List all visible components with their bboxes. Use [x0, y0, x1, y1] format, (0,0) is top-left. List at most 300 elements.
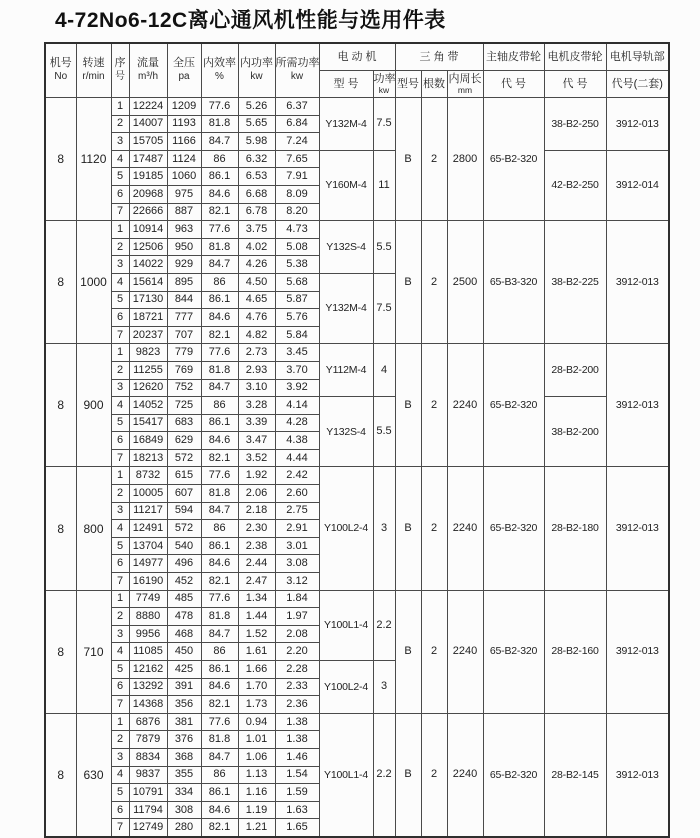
col-header-motor-pulley-code: 代 号 [544, 71, 606, 98]
cell-efficiency: 86 [201, 150, 238, 168]
cell-inner-power: 4.50 [238, 273, 275, 291]
cell-efficiency: 82.1 [201, 203, 238, 221]
cell-flow: 12224 [129, 98, 167, 116]
cell-efficiency: 86.1 [201, 784, 238, 802]
cell-efficiency: 86 [201, 766, 238, 784]
cell-seq: 1 [111, 590, 129, 608]
cell-required-power: 3.01 [275, 537, 319, 555]
cell-motor-pulley-code: 38-B2-225 [544, 221, 606, 344]
cell-speed: 1120 [76, 98, 111, 221]
cell-belt-model: B [395, 467, 421, 590]
cell-seq: 5 [111, 414, 129, 432]
cell-motor-pulley-code: 28-B2-145 [544, 713, 606, 837]
cell-required-power: 5.08 [275, 238, 319, 256]
cell-belt-strands: 2 [421, 221, 447, 344]
cell-pressure: 496 [167, 555, 201, 573]
cell-required-power: 1.46 [275, 748, 319, 766]
cell-inner-power: 1.06 [238, 748, 275, 766]
cell-flow: 11255 [129, 361, 167, 379]
cell-flow: 9956 [129, 625, 167, 643]
cell-efficiency: 84.6 [201, 185, 238, 203]
cell-flow: 12162 [129, 661, 167, 679]
cell-belt-strands: 2 [421, 467, 447, 590]
cell-efficiency: 84.6 [201, 309, 238, 327]
cell-inner-power: 1.61 [238, 643, 275, 661]
cell-inner-power: 4.82 [238, 326, 275, 344]
col-header-required-power [275, 43, 319, 98]
cell-required-power: 1.63 [275, 801, 319, 819]
cell-required-power: 1.38 [275, 713, 319, 731]
cell-required-power: 2.08 [275, 625, 319, 643]
machine-no-unit: No [54, 71, 68, 83]
cell-machine-no: 8 [45, 221, 76, 344]
cell-efficiency: 84.7 [201, 502, 238, 520]
cell-pressure: 1209 [167, 98, 201, 116]
cell-inner-power: 3.75 [238, 221, 275, 239]
cell-required-power: 5.76 [275, 309, 319, 327]
col-group-motor: 电 动 机 [319, 43, 395, 71]
cell-required-power: 2.20 [275, 643, 319, 661]
cell-inner-power: 2.06 [238, 485, 275, 503]
cell-flow: 8732 [129, 467, 167, 485]
cell-motor-power: 4 [373, 344, 395, 397]
cell-pressure: 355 [167, 766, 201, 784]
table-body [45, 98, 669, 837]
cell-seq: 2 [111, 115, 129, 133]
cell-belt-strands: 2 [421, 98, 447, 221]
cell-pressure: 280 [167, 819, 201, 837]
cell-motor-rail-code: 3912-013 [606, 98, 669, 151]
cell-inner-power: 1.52 [238, 625, 275, 643]
cell-seq: 6 [111, 555, 129, 573]
pressure-unit: pa [178, 71, 190, 83]
cell-efficiency: 84.7 [201, 625, 238, 643]
belt-length-unit: mm [457, 84, 473, 95]
cell-inner-power: 3.39 [238, 414, 275, 432]
cell-efficiency: 84.7 [201, 379, 238, 397]
cell-seq: 2 [111, 731, 129, 749]
cell-motor-pulley-code: 38-B2-250 [544, 98, 606, 151]
cell-flow: 14007 [129, 115, 167, 133]
cell-pressure: 540 [167, 537, 201, 555]
required-power-label: 所需功率 [275, 57, 320, 70]
cell-required-power: 3.45 [275, 344, 319, 362]
cell-efficiency: 82.1 [201, 449, 238, 467]
cell-seq: 7 [111, 696, 129, 714]
cell-required-power: 2.36 [275, 696, 319, 714]
cell-motor-model: Y100L1-4 [319, 713, 373, 837]
cell-machine-no: 8 [45, 713, 76, 837]
cell-flow: 10005 [129, 485, 167, 503]
cell-pressure: 478 [167, 608, 201, 626]
cell-speed: 900 [76, 344, 111, 467]
cell-flow: 15614 [129, 273, 167, 291]
cell-seq: 5 [111, 537, 129, 555]
col-header-pressure [167, 43, 201, 98]
cell-pressure: 572 [167, 449, 201, 467]
cell-pressure: 376 [167, 731, 201, 749]
cell-seq: 3 [111, 502, 129, 520]
cell-flow: 11217 [129, 502, 167, 520]
cell-speed: 800 [76, 467, 111, 590]
cell-flow: 18721 [129, 309, 167, 327]
cell-inner-power: 2.44 [238, 555, 275, 573]
cell-required-power: 4.14 [275, 397, 319, 415]
cell-flow: 12620 [129, 379, 167, 397]
table-row-block5-row1 [45, 590, 669, 608]
cell-motor-model: Y132S-4 [319, 221, 373, 274]
cell-flow: 10914 [129, 221, 167, 239]
cell-required-power: 1.97 [275, 608, 319, 626]
cell-inner-power: 1.73 [238, 696, 275, 714]
cell-motor-power: 2.2 [373, 713, 395, 837]
pressure-label: 全压 [173, 57, 195, 70]
cell-motor-rail-code: 3912-013 [606, 590, 669, 713]
cell-pressure: 368 [167, 748, 201, 766]
cell-seq: 5 [111, 291, 129, 309]
cell-speed: 710 [76, 590, 111, 713]
cell-motor-rail-code: 3912-013 [606, 713, 669, 837]
cell-seq: 4 [111, 150, 129, 168]
cell-required-power: 5.38 [275, 256, 319, 274]
cell-flow: 9823 [129, 344, 167, 362]
cell-flow: 11794 [129, 801, 167, 819]
cell-machine-no: 8 [45, 344, 76, 467]
cell-inner-power: 3.47 [238, 432, 275, 450]
cell-speed: 1000 [76, 221, 111, 344]
cell-flow: 8834 [129, 748, 167, 766]
cell-motor-power: 5.5 [373, 221, 395, 274]
cell-seq: 1 [111, 713, 129, 731]
cell-motor-pulley-code: 28-B2-200 [544, 344, 606, 397]
cell-flow: 19185 [129, 168, 167, 186]
cell-pressure: 1124 [167, 150, 201, 168]
cell-flow: 12749 [129, 819, 167, 837]
seq-label-2: 号 [115, 71, 125, 83]
cell-required-power: 1.84 [275, 590, 319, 608]
cell-flow: 7879 [129, 731, 167, 749]
cell-seq: 7 [111, 449, 129, 467]
cell-belt-model: B [395, 713, 421, 837]
cell-pressure: 356 [167, 696, 201, 714]
cell-belt-length: 2240 [447, 344, 483, 467]
cell-required-power: 2.60 [275, 485, 319, 503]
col-header-belt-length [447, 71, 483, 98]
cell-motor-model: Y160M-4 [319, 150, 373, 220]
cell-motor-pulley-code: 28-B2-160 [544, 590, 606, 713]
cell-inner-power: 6.32 [238, 150, 275, 168]
cell-efficiency: 81.8 [201, 485, 238, 503]
cell-flow: 9837 [129, 766, 167, 784]
cell-spindle-pulley-code: 65-B2-320 [483, 344, 544, 467]
cell-flow: 12506 [129, 238, 167, 256]
cell-inner-power: 1.13 [238, 766, 275, 784]
cell-efficiency: 82.1 [201, 819, 238, 837]
cell-flow: 10791 [129, 784, 167, 802]
cell-flow: 13704 [129, 537, 167, 555]
cell-efficiency: 84.6 [201, 555, 238, 573]
cell-seq: 4 [111, 397, 129, 415]
cell-motor-power: 3 [373, 661, 395, 714]
table-row-block6-row1 [45, 713, 669, 731]
cell-pressure: 334 [167, 784, 201, 802]
cell-efficiency: 86 [201, 273, 238, 291]
motor-power-unit: kw [378, 84, 390, 95]
cell-pressure: 975 [167, 185, 201, 203]
cell-pressure: 468 [167, 625, 201, 643]
cell-flow: 20968 [129, 185, 167, 203]
cell-required-power: 5.87 [275, 291, 319, 309]
cell-seq: 3 [111, 748, 129, 766]
cell-seq: 2 [111, 361, 129, 379]
cell-pressure: 1193 [167, 115, 201, 133]
cell-inner-power: 5.26 [238, 98, 275, 116]
cell-efficiency: 84.6 [201, 801, 238, 819]
cell-machine-no: 8 [45, 590, 76, 713]
cell-efficiency: 86 [201, 643, 238, 661]
cell-seq: 7 [111, 573, 129, 591]
cell-efficiency: 86 [201, 520, 238, 538]
cell-inner-power: 1.44 [238, 608, 275, 626]
cell-flow: 17487 [129, 150, 167, 168]
cell-inner-power: 1.21 [238, 819, 275, 837]
cell-flow: 7749 [129, 590, 167, 608]
cell-spindle-pulley-code: 65-B2-320 [483, 590, 544, 713]
cell-motor-power: 11 [373, 150, 395, 220]
cell-efficiency: 86 [201, 397, 238, 415]
cell-motor-pulley-code: 42-B2-250 [544, 150, 606, 220]
cell-seq: 7 [111, 819, 129, 837]
col-header-efficiency [201, 43, 238, 98]
cell-inner-power: 6.53 [238, 168, 275, 186]
cell-pressure: 629 [167, 432, 201, 450]
cell-inner-power: 5.98 [238, 133, 275, 151]
cell-flow: 17130 [129, 291, 167, 309]
cell-inner-power: 2.93 [238, 361, 275, 379]
cell-flow: 8880 [129, 608, 167, 626]
cell-inner-power: 2.47 [238, 573, 275, 591]
cell-pressure: 607 [167, 485, 201, 503]
cell-inner-power: 2.38 [238, 537, 275, 555]
cell-required-power: 4.38 [275, 432, 319, 450]
cell-seq: 4 [111, 643, 129, 661]
cell-required-power: 2.28 [275, 661, 319, 679]
inner-power-unit: kw [250, 71, 263, 83]
cell-flow: 14368 [129, 696, 167, 714]
col-header-motor-model: 型 号 [319, 71, 373, 98]
cell-pressure: 425 [167, 661, 201, 679]
cell-seq: 6 [111, 185, 129, 203]
cell-required-power: 5.84 [275, 326, 319, 344]
cell-required-power: 3.12 [275, 573, 319, 591]
cell-seq: 3 [111, 133, 129, 151]
table-row-block4-row1 [45, 467, 669, 485]
table-row-block3-row1 [45, 344, 669, 362]
cell-inner-power: 3.28 [238, 397, 275, 415]
col-header-belt-model: 型号 [395, 71, 421, 98]
cell-flow: 14022 [129, 256, 167, 274]
cell-seq: 1 [111, 344, 129, 362]
cell-efficiency: 81.8 [201, 115, 238, 133]
cell-required-power: 3.08 [275, 555, 319, 573]
cell-efficiency: 77.6 [201, 713, 238, 731]
cell-seq: 2 [111, 608, 129, 626]
cell-flow: 13292 [129, 678, 167, 696]
cell-inner-power: 1.16 [238, 784, 275, 802]
cell-efficiency: 82.1 [201, 696, 238, 714]
cell-inner-power: 1.19 [238, 801, 275, 819]
cell-pressure: 950 [167, 238, 201, 256]
cell-seq: 5 [111, 784, 129, 802]
col-header-speed [76, 43, 111, 98]
cell-required-power: 3.70 [275, 361, 319, 379]
col-group-motor-rail: 电机导轨部 [606, 43, 669, 71]
cell-belt-length: 2240 [447, 590, 483, 713]
col-header-seq [111, 43, 129, 98]
cell-efficiency: 84.7 [201, 748, 238, 766]
cell-seq: 7 [111, 203, 129, 221]
cell-speed: 630 [76, 713, 111, 837]
cell-motor-power: 7.5 [373, 98, 395, 151]
cell-required-power: 8.09 [275, 185, 319, 203]
efficiency-unit: % [215, 71, 224, 83]
cell-motor-rail-code: 3912-013 [606, 344, 669, 467]
cell-efficiency: 86.1 [201, 661, 238, 679]
cell-motor-model: Y132M-4 [319, 98, 373, 151]
cell-motor-model: Y100L2-4 [319, 467, 373, 590]
cell-flow: 16849 [129, 432, 167, 450]
cell-pressure: 963 [167, 221, 201, 239]
cell-seq: 6 [111, 309, 129, 327]
cell-seq: 5 [111, 661, 129, 679]
cell-required-power: 4.73 [275, 221, 319, 239]
cell-pressure: 777 [167, 309, 201, 327]
cell-efficiency: 77.6 [201, 221, 238, 239]
cell-seq: 1 [111, 467, 129, 485]
cell-inner-power: 0.94 [238, 713, 275, 731]
cell-pressure: 391 [167, 678, 201, 696]
cell-efficiency: 86.1 [201, 537, 238, 555]
cell-required-power: 1.38 [275, 731, 319, 749]
table-row-block1-row4 [45, 150, 669, 168]
cell-efficiency: 82.1 [201, 326, 238, 344]
cell-motor-model: Y100L2-4 [319, 661, 373, 714]
cell-inner-power: 1.34 [238, 590, 275, 608]
cell-efficiency: 86.1 [201, 168, 238, 186]
cell-efficiency: 84.6 [201, 432, 238, 450]
cell-pressure: 779 [167, 344, 201, 362]
cell-seq: 3 [111, 256, 129, 274]
cell-flow: 11085 [129, 643, 167, 661]
cell-inner-power: 2.73 [238, 344, 275, 362]
cell-inner-power: 4.65 [238, 291, 275, 309]
cell-flow: 20237 [129, 326, 167, 344]
cell-pressure: 308 [167, 801, 201, 819]
col-group-belt: 三 角 带 [395, 43, 483, 71]
col-header-motor-rail-code: 代号(二套) [606, 71, 669, 98]
cell-spindle-pulley-code: 65-B3-320 [483, 221, 544, 344]
machine-no-label: 机号 [49, 57, 72, 70]
cell-efficiency: 81.8 [201, 361, 238, 379]
cell-pressure: 683 [167, 414, 201, 432]
cell-required-power: 7.65 [275, 150, 319, 168]
cell-efficiency: 86.1 [201, 291, 238, 309]
cell-seq: 7 [111, 326, 129, 344]
cell-spindle-pulley-code: 65-B2-320 [483, 98, 544, 221]
cell-required-power: 2.91 [275, 520, 319, 538]
cell-belt-model: B [395, 98, 421, 221]
cell-inner-power: 5.65 [238, 115, 275, 133]
table-row-block2-row1 [45, 221, 669, 239]
cell-required-power: 6.84 [275, 115, 319, 133]
cell-pressure: 615 [167, 467, 201, 485]
cell-motor-pulley-code: 38-B2-200 [544, 397, 606, 467]
cell-pressure: 594 [167, 502, 201, 520]
cell-pressure: 485 [167, 590, 201, 608]
cell-motor-power: 2.2 [373, 590, 395, 660]
cell-efficiency: 84.6 [201, 678, 238, 696]
cell-motor-rail-code: 3912-013 [606, 221, 669, 344]
cell-spindle-pulley-code: 65-B2-320 [483, 467, 544, 590]
cell-belt-strands: 2 [421, 713, 447, 837]
cell-belt-model: B [395, 590, 421, 713]
col-header-motor-power [373, 71, 395, 98]
col-group-motor-pulley: 电机皮带轮 [544, 43, 606, 71]
cell-required-power: 2.75 [275, 502, 319, 520]
col-header-machine-no [45, 43, 76, 98]
flow-label: 流量 [137, 57, 159, 70]
cell-seq: 6 [111, 432, 129, 450]
cell-seq: 5 [111, 168, 129, 186]
cell-motor-pulley-code: 28-B2-180 [544, 467, 606, 590]
cell-flow: 22666 [129, 203, 167, 221]
cell-required-power: 7.91 [275, 168, 319, 186]
cell-motor-model: Y132S-4 [319, 397, 373, 467]
required-power-unit: kw [290, 71, 304, 83]
belt-length-label: 内周长 [448, 72, 482, 85]
cell-flow: 18213 [129, 449, 167, 467]
cell-motor-model: Y112M-4 [319, 344, 373, 397]
cell-required-power: 1.65 [275, 819, 319, 837]
inner-power-label: 内功率 [240, 57, 273, 70]
cell-machine-no: 8 [45, 467, 76, 590]
cell-seq: 2 [111, 485, 129, 503]
table-header [45, 43, 669, 98]
cell-seq: 3 [111, 625, 129, 643]
cell-belt-length: 2800 [447, 98, 483, 221]
cell-required-power: 5.68 [275, 273, 319, 291]
cell-seq: 1 [111, 98, 129, 116]
cell-seq: 3 [111, 379, 129, 397]
cell-flow: 14052 [129, 397, 167, 415]
flow-unit: m³/h [138, 71, 158, 83]
cell-efficiency: 86.1 [201, 414, 238, 432]
cell-inner-power: 1.01 [238, 731, 275, 749]
cell-belt-strands: 2 [421, 590, 447, 713]
cell-efficiency: 77.6 [201, 467, 238, 485]
cell-inner-power: 2.30 [238, 520, 275, 538]
cell-spindle-pulley-code: 65-B2-320 [483, 713, 544, 837]
cell-pressure: 707 [167, 326, 201, 344]
cell-motor-model: Y100L1-4 [319, 590, 373, 660]
cell-pressure: 572 [167, 520, 201, 538]
cell-pressure: 752 [167, 379, 201, 397]
cell-efficiency: 82.1 [201, 573, 238, 591]
cell-pressure: 725 [167, 397, 201, 415]
fan-performance-table [44, 42, 670, 838]
cell-efficiency: 84.7 [201, 133, 238, 151]
cell-motor-power: 7.5 [373, 273, 395, 343]
